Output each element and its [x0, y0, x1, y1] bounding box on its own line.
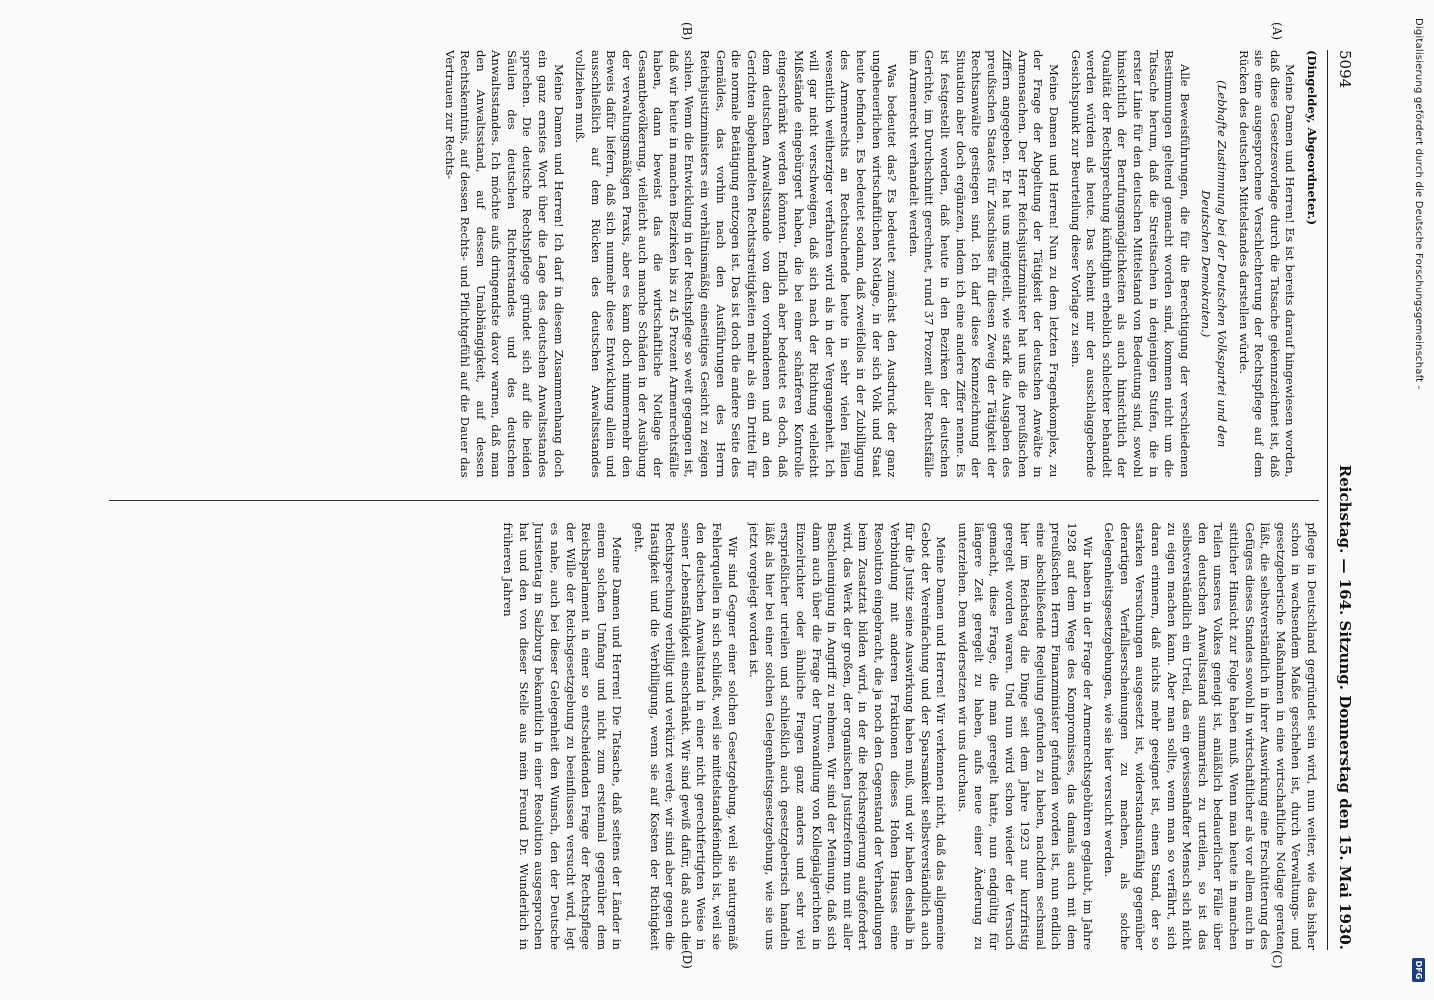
column-separator: [109, 500, 1319, 501]
speaker-line: (Dingeldey, Abgeordneter.): [1305, 50, 1319, 226]
margin-mark-b: (B): [680, 22, 694, 41]
dfg-logo: DFG: [1413, 958, 1426, 982]
paragraph: Meine Damen und Herren! Es ist bereits darauf hingewiesen worden, daß diese Gesetzesvorlage durch die Tatsache gekennzeichnet ist, daß sie eine ausgesprochene Verschlechterung der Rechtspflege auf dem Rücken des deutschen Mittelstandes darstellen würde.: [1236, 50, 1298, 478]
text-columns: [109, 50, 1319, 950]
paragraph: pflege in Deutschland gegründet sein wird, nun weiter, wie das bisher schon in wachsendem Maße geschehen ist, durch Verwaltungs- und gesetzgeberische Maßnahmen in eine wirtschaftliche Notlage geraten läßt, die selbstverständlich in ihrer Auswirkung eine Erschütterung des Gefüges dieses Standes sowohl in wirtschaftlicher als vor allem auch in sittlicher Hinsicht zur Folge haben muß. Wenn man heute in manchen Teilen unseres Volkes geneigt ist, anläßlich bedauerlicher Fälle über den deutschen Anwaltsstand summarisch zu urteilen, so ist das selbstverständlich ein Urteil, das ein gewissenhafter Mensch sich nicht zu eigen machen kann. Aber man sollte, wenn man so verfährt, sich daran erinnern, daß nichts mehr geeignet ist, einen Stand, der so starken Versuchungen ausgesetzt ist, widerstandsunfähig gegenüber derartigen Verfallserscheinungen zu machen, als solche Gelegenheitsgesetzgebungen, wie sie hier versucht werden.: [1102, 522, 1319, 950]
digitization-footer: [1404, 0, 1434, 1000]
right-column: [109, 522, 1319, 950]
document-page: [34, 0, 1394, 1000]
page-number: 5094: [1336, 50, 1354, 89]
paragraph: Was bedeutet das? Es bedeutet zunächst den Ausdruck der ganz ungeheuerlichen wirtschaftlichen Notlage, in der sich Volk und Staat heute befinden. Es bedeutet sodann, daß zweifellos in der Zubilligung des Armenrechts an Rechtsuchende heute in sehr vielen Fällen wesentlich weitherziger verfahren wird als in der Vergangenheit. Ich will gar nicht verschweigen, daß sich nach der Richtung vielleicht Mißstände eingebürgert haben, die bei einer schärferen Kontrolle eingeschränkt werden könnten. Endlich aber bedeutet es doch, daß dem deutschen Anwaltsstande von den vorhandenen und an den Gerichten abgehandelten Rechtsstreitigkeiten mehr als ein Drittel für die normale Betätigung entzogen ist. Das ist doch die andere Seite des Gemäldes, das vorhin nach den Ausführungen des Herrn Reichsjustizministers ein verhältnismäßig einseitiges Gesicht zu zeigen schien. Wenn die Entwicklung in der Rechtspflege so weit gegangen ist, daß wir heute in manchen Bezirken bis zu 45 Prozent Armenrechtsfälle haben, dann beweist das die wirtschaftliche Notlage der Gesamtbevölkerung, vielleicht auch manche Schäden in der Ausübung der verwaltungsmäßigen Praxis, aber es kann doch nimmermehr den Beweis dafür liefern, daß sich nunmehr diese Entwicklung allein und ausschließlich auf dem Rücken des deutschen Anwaltsstandes vollziehen muß.: [573, 50, 900, 478]
margin-mark-c: (C): [1270, 950, 1284, 969]
paragraph: Alle Beweisführungen, die für die Berechtigung der verschiedenen Bestimmungen geltend gemacht worden sind, kommen nicht um die Tatsache herum, daß die Streitsachen in denjenigen Stufen, die in erster Linie für den deutschen Mittelstand von Bedeutung sind, sowohl hinsichtlich der Berufungsmöglichkeiten als auch hinsichtlich der Qualität der Rechtsprechung künftighin erheblich schlechter behandelt werden würden als heute. Das scheint mir der ausschlaggebende Gesichtspunkt zur Beurteilung dieser Vorlage zu sein.: [1068, 50, 1192, 478]
margin-mark-a: (A): [1270, 22, 1284, 41]
interjection: (Lebhafte Zustimmung bei der Deutschen Volkspartei und den Deutschen Demokraten.): [1199, 80, 1230, 448]
paragraph: Wir sind Gegner einer solchen Gesetzgebung, weil sie naturgemäß Fehlerquellen in sich schließt, weil sie mittelstandsfeindlich ist, weil sie den deutschen Anwaltstand in einer nicht gerechtfertigten Weise in seiner Lebensfähigkeit einschränkt. Wir sind gewiß dafür, daß auch die Rechtsprechung verbilligt und verkürzt werde; wir sind aber gegen die Hastigkeit und die Verbilligung, wenn sie auf Kosten der Richtigkeit geht.: [632, 522, 740, 950]
footer-text: Digitalisierung gefördert durch die Deutsche Forschungsgemeinschaft -: [1413, 18, 1425, 390]
page-header: [1327, 50, 1354, 950]
paragraph: Meine Damen und Herren! Wir verkennen nicht, daß das allgemeine Gebot der Vereinfachung und der Sparsamkeit selbstverständlich auch für die Justiz seine Auswirkung haben muß, und wir haben deshalb in Verbindung mit anderen Fraktionen dieses Hohen Hauses eine Resolution eingebracht, die ja noch den Gegenstand der Verhandlungen beim Zusatztat bilden wird, in der die Reichsregierung aufgefordert wird, das Werk der großen, der organischen Justizreform nun mit aller Beschleunigung in Angriff zu nehmen. Wir sind der Meinung, daß sich dann auch über die Frage der Umwandlung von Kollegialgerichten in Einzelrichter oder ähnliche Fragen ganz anders und sehr viel ersprießlicher urteilen und schließlich auch gesetzgeberisch handeln läßt als hier bei einer solchen Gelegenheitsgesetzgebung, wie sie uns jetzt vorgelegt worden ist.: [747, 522, 949, 950]
paragraph: Meine Damen und Herren! Die Tatsache, daß seitens der Länder in einem solchen Umfang und nicht zum erstenmal gegenüber dem Reichsparlament in einer so entscheidenden Frage der Rechtspflege der Wille der Reichsgesetzgebung zu beeinflussen versucht wird, legt es nahe, auch bei dieser Gelegenheit den Wunsch, den der Deutsche Juristentag in Salzburg bekanntlich in einer Resolution ausgesprochen hat und den von dieser Stelle aus mein Freund Dr. Wunderlich in früheren Jahren: [501, 522, 625, 950]
paragraph: Meine Damen und Herren! Ich darf in diesem Zusammenhang doch ein ganz ernstes Wort über die Lage des deutschen Anwaltsstandes sprechen. Die deutsche Rechtspflege gründet sich auf die beiden Säulen des deutschen Richterstandes und des deutschen Anwaltsstandes. Ich möchte aufs dringendste davor warnen, daß man den Anwaltsstand, auf dessen Unabhängigkeit, auf dessen Rechtskenntnis, auf dessen Rechts- und Pflichtgefühl auf die Dauer das Vertrauen zur Rechts-: [442, 50, 566, 478]
paragraph: Wir haben in der Frage der Armenrechtsgebühren geglaubt, im Jahre 1928 auf dem Wege des Kompromisses, das damals auch mit dem preußischen Herrn Finanzminister gefunden worden ist, nun endlich eine abschließende Regelung gefunden zu haben, nachdem sechsmal hier im Reichstag die Dinge seit dem Jahre 1923 nur kurzfristig geregelt worden waren. Und nun wird schon wieder der Versuch gemacht, diese Frage, die man geregelt hatte, nun endgültig für längere Zeit geregelt zu haben, aufs neue einer Änderung zu unterziehen. Dem widersetzen wir uns durchaus.: [955, 522, 1095, 950]
left-column: [109, 50, 1319, 478]
running-title: Reichstag. — 164. Sitzung. Donnerstag den 15. Mai 1930.: [1336, 464, 1354, 950]
margin-mark-d: (D): [680, 950, 694, 969]
paragraph: Meine Damen und Herren! Nun zu dem letzten Fragenkomplex, zu der Frage der Abgeltung der Tätigkeit der deutschen Anwälte in Armensachen. Der Herr Reichsjustizminister hat uns die preußischen Ziffern angegeben. Er hat uns mitgeteilt, wie stark die Ausgaben des preußischen Staates für Zuschüsse für diesen Zweig der Tätigkeit der Rechtsanwälte gestiegen sind. Ich darf diese Kennzeichnung der Situation aber doch ergänzen, indem ich eine andere Ziffer nenne. Es ist festgestellt worden, daß heute in den Bezirken der deutschen Gerichte, im Durchschnitt gerechnet, rund 37 Prozent aller Rechtsfälle im Armenrecht verhandelt werden.: [906, 50, 1062, 478]
